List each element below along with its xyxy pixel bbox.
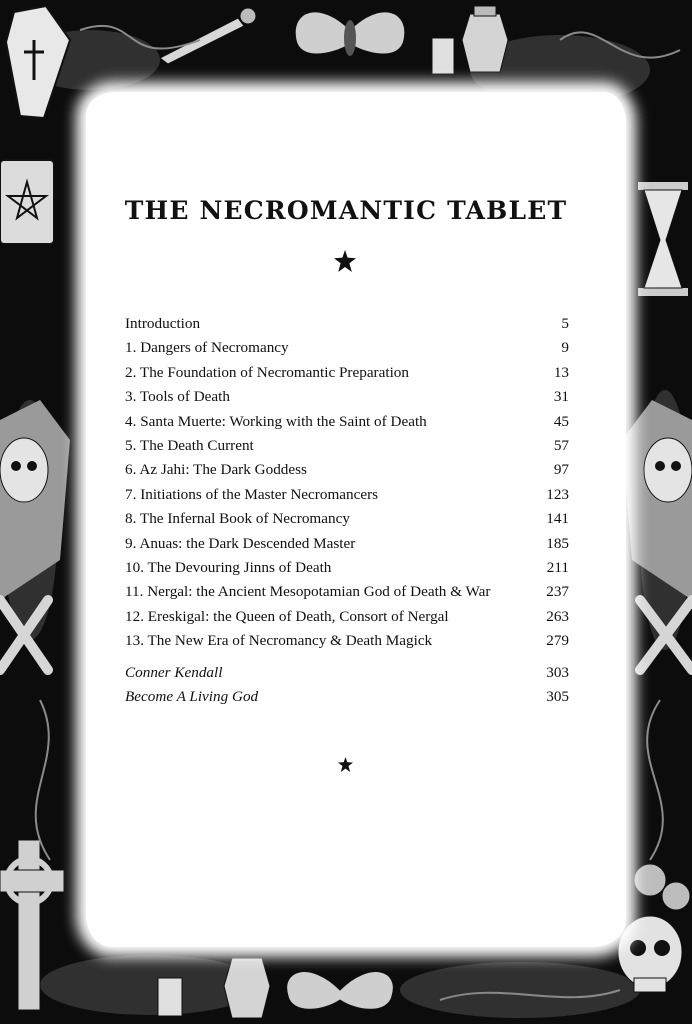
candle-icon bbox=[432, 38, 454, 74]
bottom-candle-icon bbox=[158, 978, 182, 1016]
toc-row-chapter-10[interactable]: 10. The Devouring Jinns of Death 211 bbox=[125, 558, 569, 576]
table-of-contents bbox=[125, 315, 569, 656]
toc-row-chapter-5[interactable]: 5. The Death Current 57 bbox=[125, 436, 569, 454]
toc-row-chapter-4[interactable]: 4. Santa Muerte: Working with the Saint of Death 45 bbox=[125, 412, 569, 430]
toc-row-chapter-2[interactable]: 2. The Foundation of Necromantic Preparation 13 bbox=[125, 363, 569, 381]
toc-row-chapter-1[interactable]: 1. Dangers of Necromancy 9 bbox=[125, 339, 569, 357]
toc-row-introduction[interactable]: Introduction 5 bbox=[125, 315, 569, 332]
toc-row-become-a-living-god[interactable]: Become A Living God 305 bbox=[125, 688, 569, 706]
toc-row-conner-kendall[interactable]: Conner Kendall 303 bbox=[125, 664, 569, 681]
artist-signature: A. Krabat bbox=[395, 923, 469, 949]
urn-icon bbox=[462, 6, 508, 72]
toc-row-chapter-11[interactable]: 11. Nergal: the Ancient Mesopotamian God of Death & War 237 bbox=[125, 583, 569, 601]
bottom-urn-icon bbox=[224, 958, 270, 1018]
page-title: THE NECROMANTIC TABLET bbox=[124, 196, 568, 225]
toc-row-chapter-13[interactable]: 13. The New Era of Necromancy & Death Magick 279 bbox=[125, 632, 569, 650]
toc-row-chapter-8[interactable]: 8. The Infernal Book of Necromancy 141 bbox=[125, 510, 569, 528]
toc-row-chapter-3[interactable]: 3. Tools of Death 31 bbox=[125, 388, 569, 406]
toc-row-chapter-12[interactable]: 12. Ereskigal: the Queen of Death, Consort of Nergal 263 bbox=[125, 607, 569, 625]
star-ornament-icon bbox=[334, 250, 356, 272]
toc-row-chapter-9[interactable]: 9. Anuas: the Dark Descended Master 185 bbox=[125, 534, 569, 552]
toc-row-chapter-6[interactable]: 6. Az Jahi: The Dark Goddess 97 bbox=[125, 461, 569, 479]
toc-backmatter bbox=[125, 664, 569, 713]
toc-row-chapter-7[interactable]: 7. Initiations of the Master Necromancers 123 bbox=[125, 485, 569, 503]
star-ornament-bottom-icon bbox=[338, 757, 353, 772]
